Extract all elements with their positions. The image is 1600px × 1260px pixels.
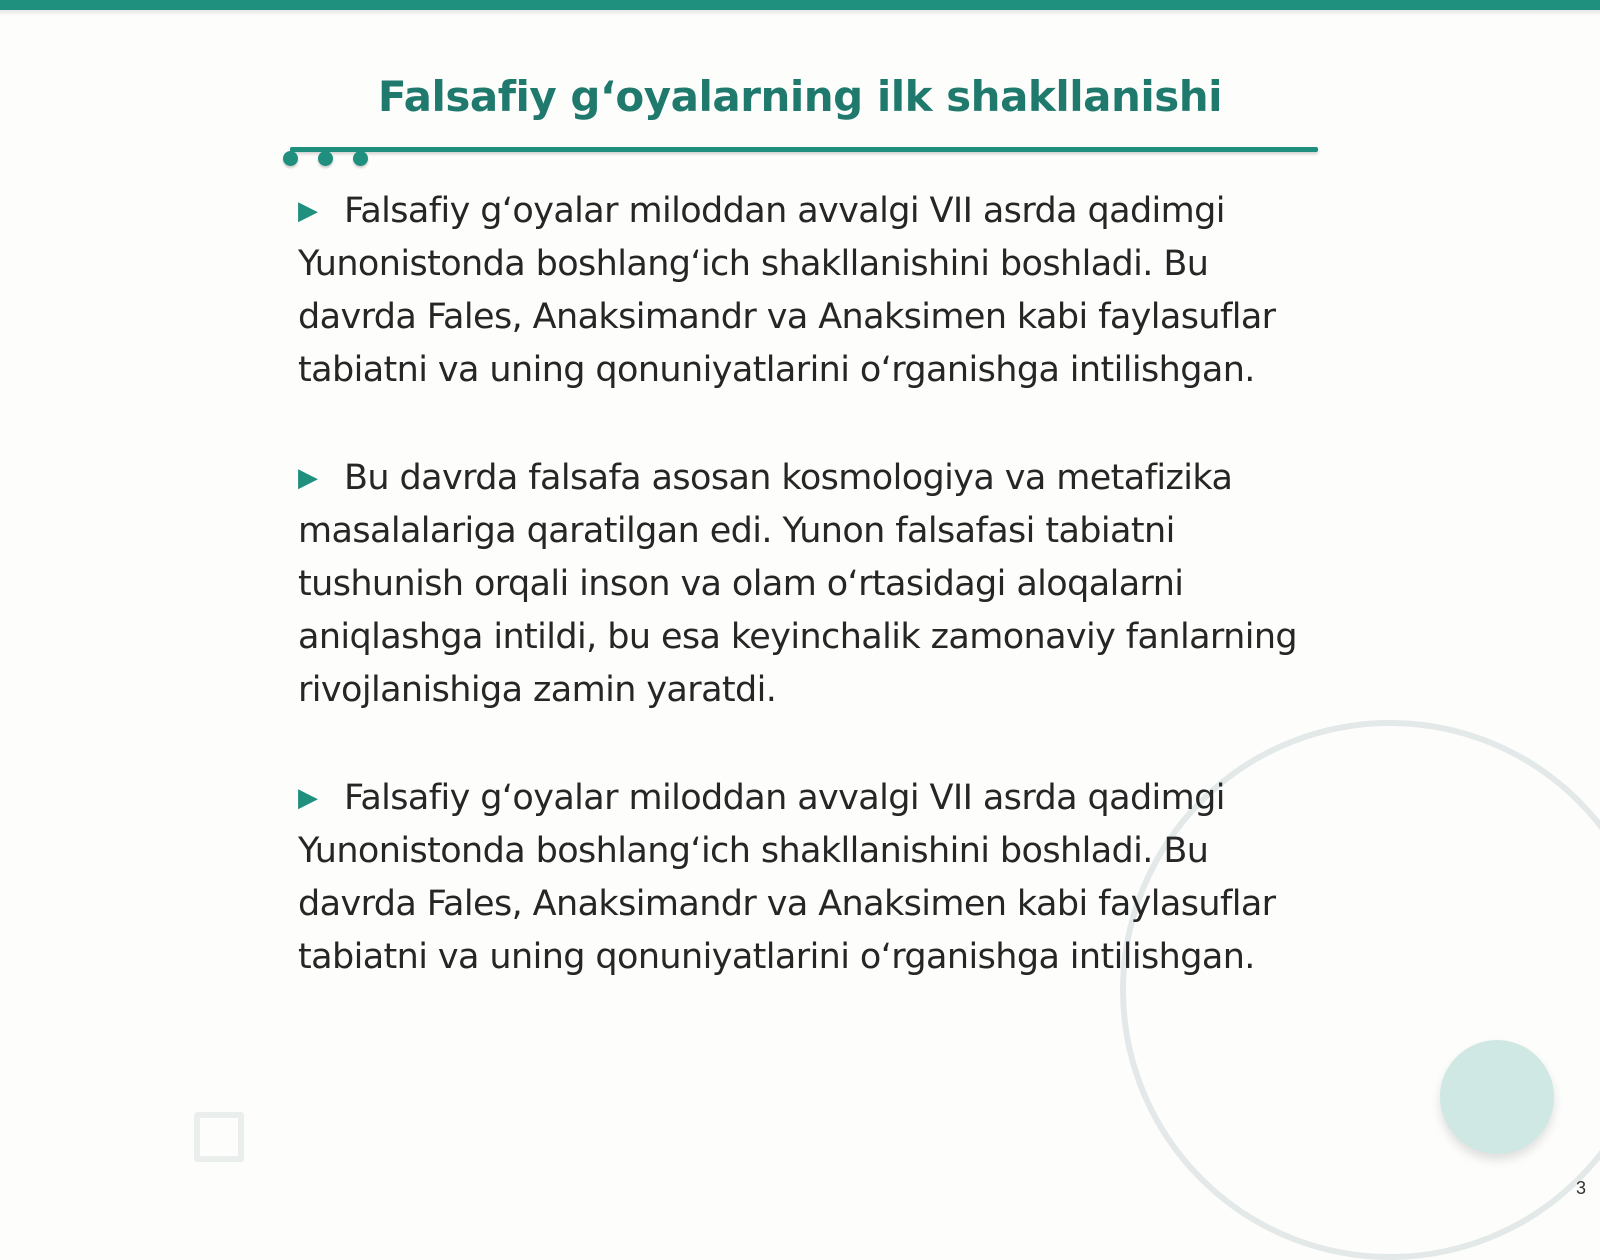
decorative-dot	[283, 151, 298, 166]
decorative-square	[194, 1112, 244, 1162]
triangle-right-icon: ▶	[298, 463, 318, 493]
bullet-paragraph	[298, 452, 1328, 717]
bullet-paragraph	[298, 185, 1328, 397]
decorative-dot	[353, 151, 368, 166]
top-bar-shadow	[0, 10, 1600, 16]
bullet-paragraph	[298, 772, 1328, 984]
bullet-text: Falsafiy g‘oyalar miloddan avvalgi VII asrda qadimgi Yunonistonda boshlang‘ich shakllanishini boshladi. Bu davrda Fales, Anaksimandr va Anaksimen kabi faylasuflar tabiatni va uning qonuniyatlarini o‘rganishga intilishgan.	[298, 778, 1276, 977]
page-number: 3	[1575, 1178, 1586, 1198]
slide-body	[298, 185, 1328, 1039]
decorative-dot	[318, 151, 333, 166]
bullet-text: Falsafiy g‘oyalar miloddan avvalgi VII asrda qadimgi Yunonistonda boshlang‘ich shakllanishini boshladi. Bu davrda Fales, Anaksimandr va Anaksimen kabi faylasuflar tabiatni va uning qonuniyatlarini o‘rganishga intilishgan.	[298, 191, 1276, 390]
triangle-right-icon: ▶	[298, 196, 318, 226]
bullet-text: Bu davrda falsafa asosan kosmologiya va metafizika masalalariga qaratilgan edi. Yunon falsafasi tabiatni tushunish orqali inson va olam o‘rtasidagi aloqalarni aniqlashga intildi, bu esa keyinchalik zamonaviy fanlarning rivojlanishiga zamin yaratdi.	[298, 458, 1298, 710]
top-accent-bar	[0, 0, 1600, 10]
decorative-circle-filled	[1440, 1040, 1554, 1154]
title-underline	[290, 147, 1318, 152]
slide-title: Falsafiy g‘oyalarning ilk shakllanishi	[377, 72, 1223, 121]
triangle-right-icon: ▶	[298, 783, 318, 813]
